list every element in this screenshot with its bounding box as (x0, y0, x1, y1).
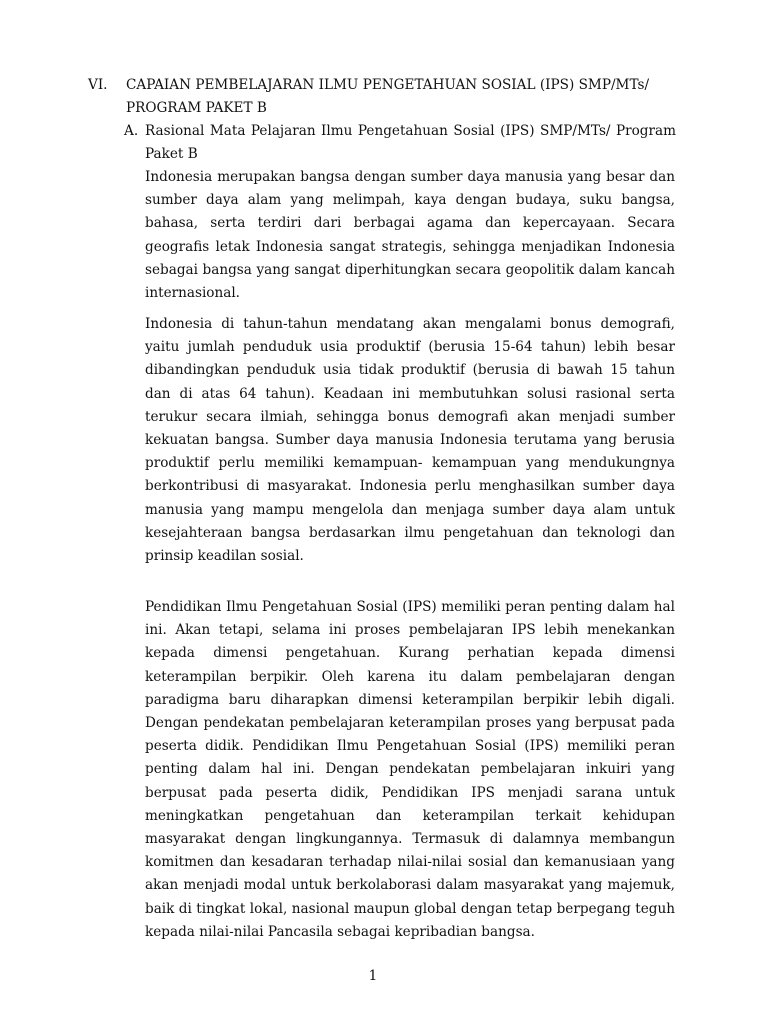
section-number: VI. (88, 77, 108, 93)
page-number (0, 968, 768, 984)
paragraph-text: Indonesia merupakan bangsa dengan sumber daya manusia yang besar dan sumber daya alam yang melimpah, kaya dengan budaya, suku bangsa, bahasa, serta terdiri dari berbagai agama dan kepercayaan. Secara geografis letak Indonesia sangat strategis, sehingga menjadikan Indonesia sebagai bangsa yang sangat diperhitungkan secara geopolitik dalam kancah internasional. (145, 169, 675, 302)
paragraph (145, 596, 675, 944)
subsection-title: Rasional Mata Pelajaran Ilmu Pengetahuan Sosial (IPS) SMP/MTs/ Program Paket B (145, 123, 676, 162)
paragraph-text: Pendidikan Ilmu Pengetahuan Sosial (IPS) memiliki peran penting dalam hal ini. Akan tetapi, selama ini proses pembelajaran IPS lebih menekankan kepada dimensi pengetahuan. Kurang perhatian kepada dimensi keterampilan berpikir. Oleh karena itu dalam pembelajaran dengan paradigma baru diharapkan dimensi keterampilan berpikir lebih digali. Dengan pendekatan pembelajaran keterampilan proses yang berpusat pada peserta didik. Pendidikan Ilmu Pengetahuan Sosial (IPS) memiliki peran penting dalam hal ini. Dengan pendekatan pembelajaran inkuiri yang berpusat pada peserta didik, Pendidikan IPS menjadi sarana untuk meningkatkan pengetahuan dan keterampilan terkait kehidupan masyarakat dengan lingkungannya. Termasuk di dalamnya membangun komitmen dan kesadaran terhadap nilai-nilai sosial dan kemanusiaan yang akan menjadi modal untuk berkolaborasi dalam masyarakat yang majemuk, baik di tingkat lokal, nasional maupun global dengan tetap berpegang teguh kepada nilai-nilai Pancasila sebagai kepribadian bangsa. (145, 599, 675, 940)
page-number-text: 1 (368, 968, 378, 984)
section-title-line2: PROGRAM PAKET B (126, 100, 267, 116)
section-heading (88, 74, 688, 120)
paragraph (145, 166, 675, 305)
section-title-line1: CAPAIAN PEMBELAJARAN ILMU PENGETAHUAN SOSIAL (IPS) SMP/MTs/ (126, 77, 650, 93)
subsection-letter: A. (124, 123, 139, 139)
paragraph (145, 313, 675, 568)
paragraph-text: Indonesia di tahun-tahun mendatang akan mengalami bonus demografi, yaitu jumlah penduduk usia produktif (berusia 15-64 tahun) lebih besar dibandingkan penduduk usia tidak produktif (berusia di bawah 15 tahun dan di atas 64 tahun). Keadaan ini membutuhkan solusi rasional serta terukur secara ilmiah, sehingga bonus demografi akan menjadi sumber kekuatan bangsa. Sumber daya manusia Indonesia terutama yang berusia produktif perlu memiliki kemampuan- kemampuan yang mendukungnya berkontribusi di masyarakat. Indonesia perlu menghasilkan sumber daya manusia yang mampu mengelola dan menjaga sumber daya alam untuk kesejahteraan bangsa berdasarkan ilmu pengetahuan dan teknologi dan prinsip keadilan sosial. (145, 316, 675, 565)
subsection-heading (124, 120, 676, 166)
